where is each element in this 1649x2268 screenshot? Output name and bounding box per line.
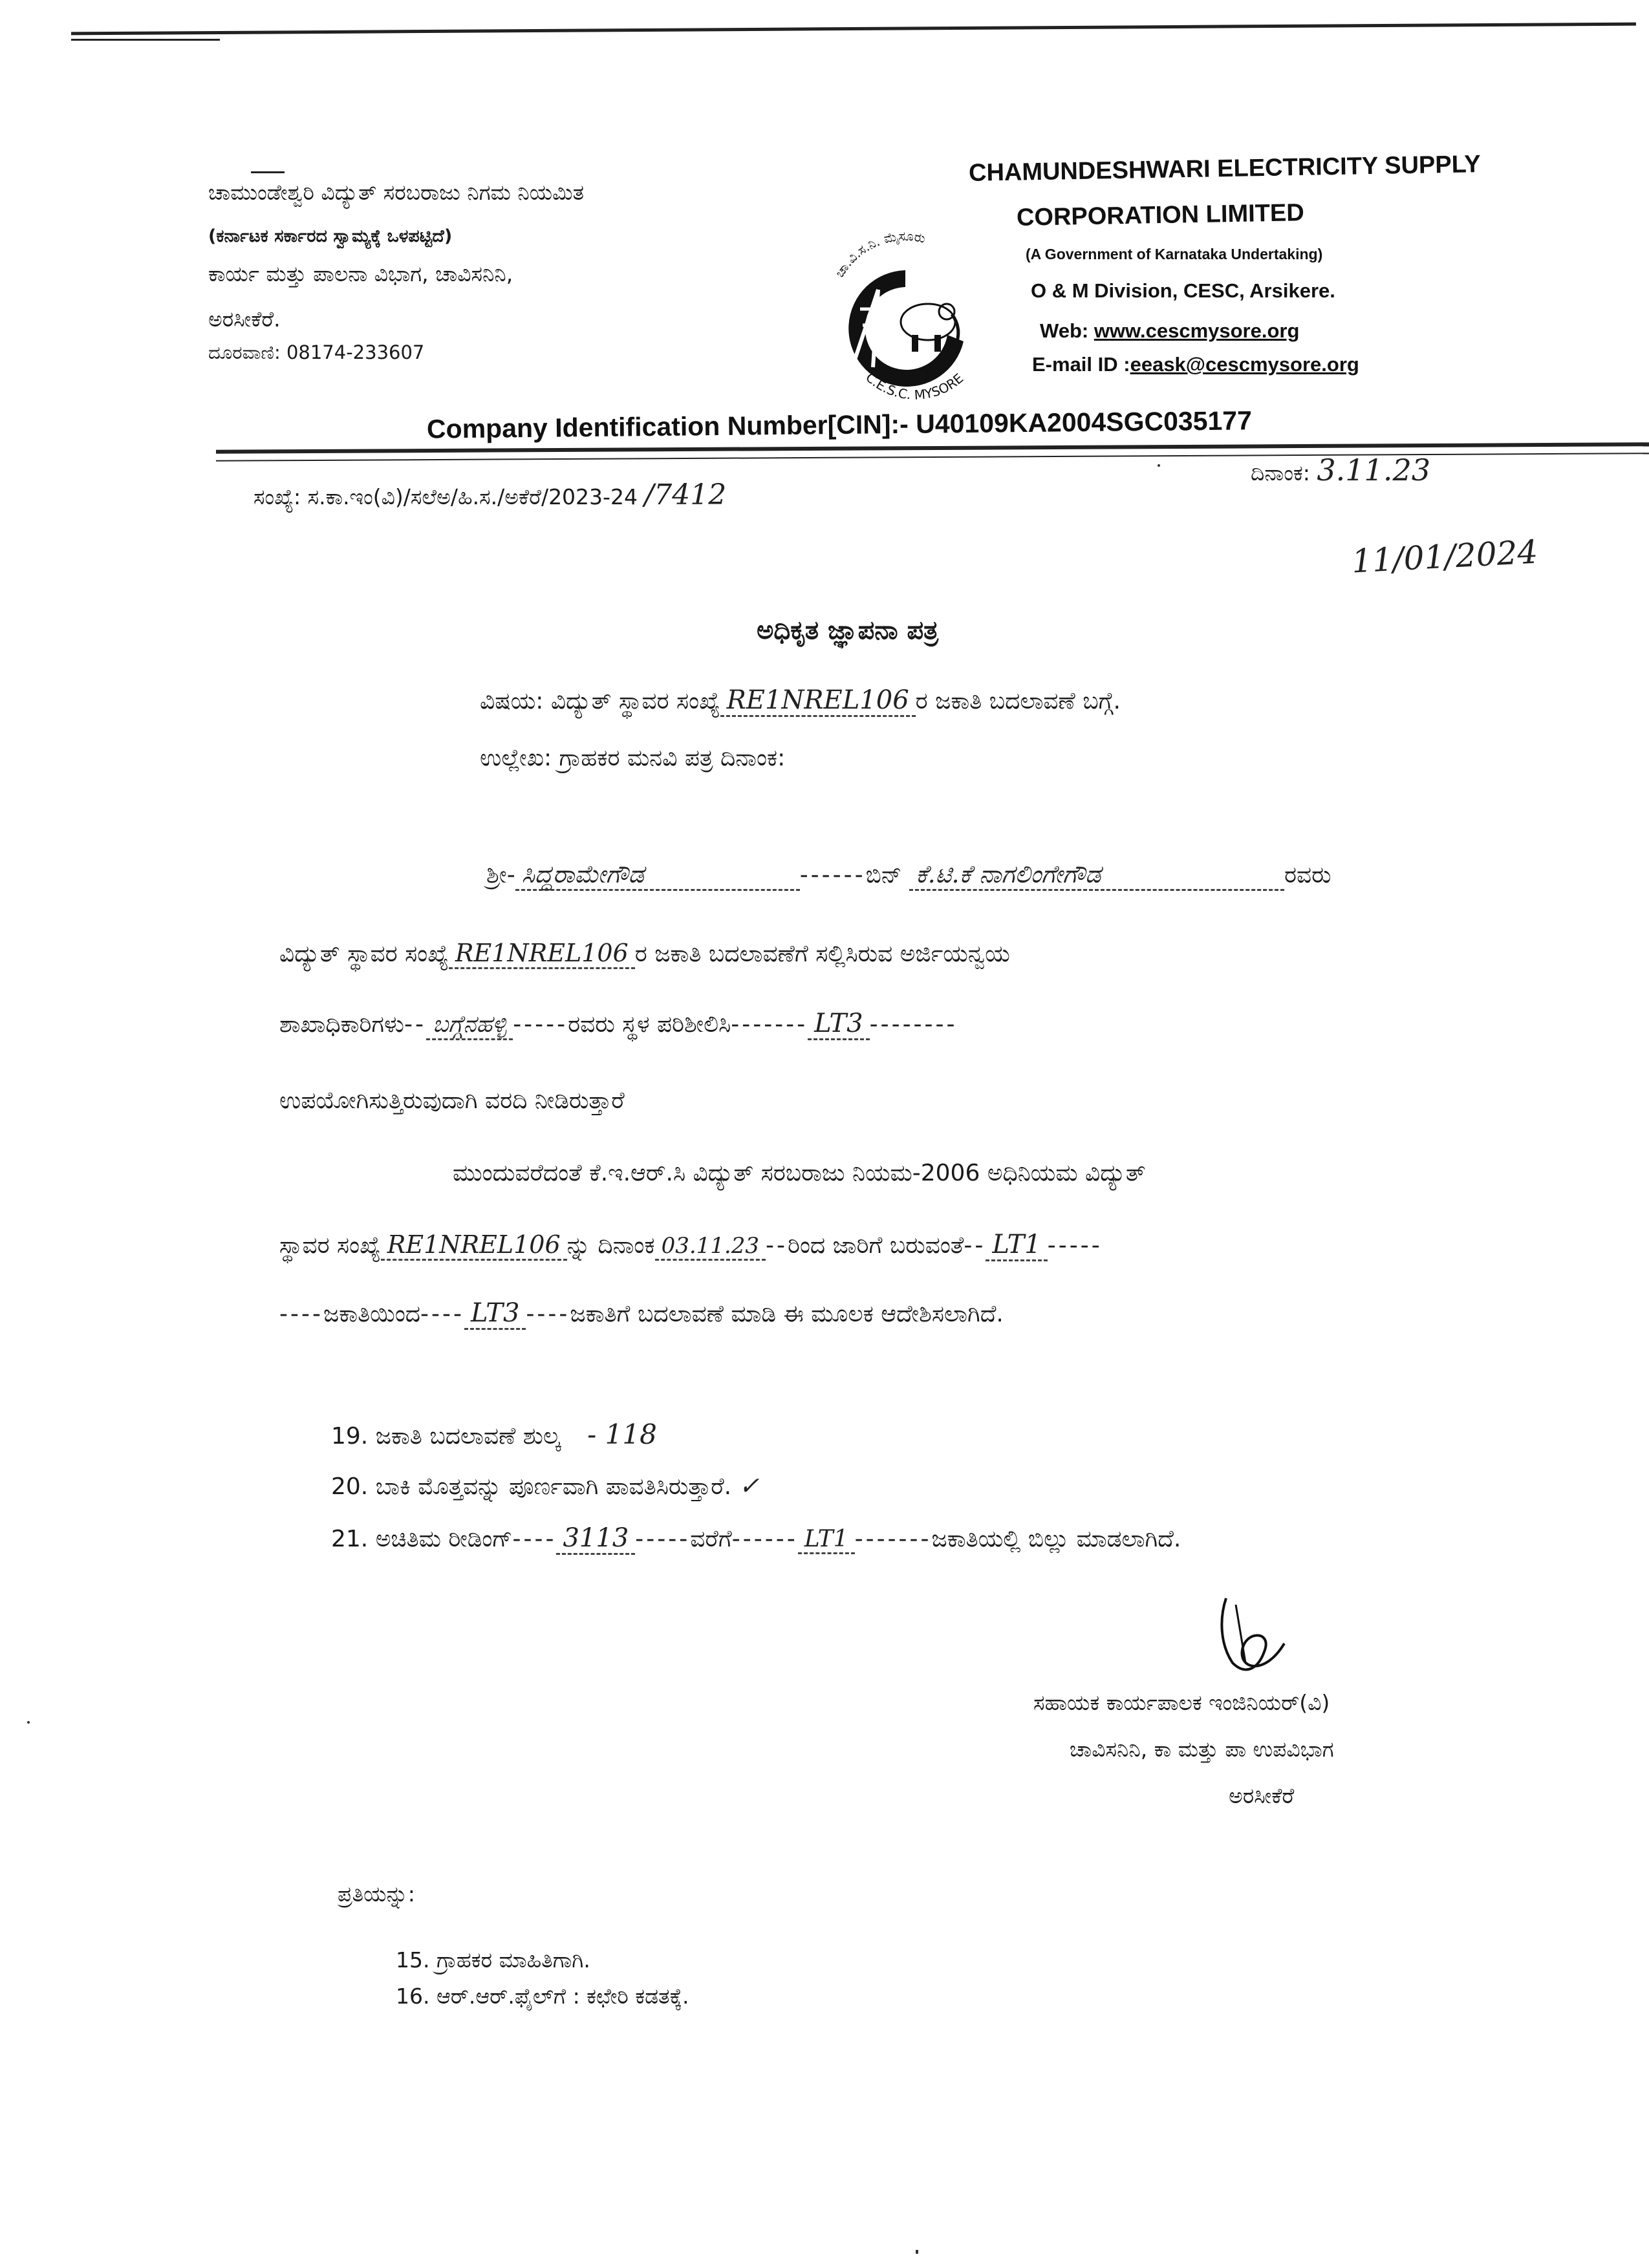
- header-en-division: O & M Division, CESC, Arsikere.: [1031, 279, 1335, 302]
- top-scan-line: [71, 23, 1636, 36]
- header-web: [1040, 319, 1299, 343]
- header-kn-phone: ದೂರವಾಣಿ: 08174-233607: [208, 341, 425, 363]
- line3-hand2: LT3: [808, 1009, 869, 1040]
- body-line-1: ಶ್ರೀ- ಸಿದ್ದರಾಮೇಗೌಡ ------ಬಿನ್ ಕೆ.ಟಿ.ಕೆ ನಾಗಲಿಂಗೇಗೌಡ ರವರು: [486, 860, 1331, 891]
- memo-title: ಅಧಿಕೃತ ಜ್ಞಾಪನಾ ಪತ್ರ: [757, 615, 939, 645]
- item-21b: ವರೆಗೆ: [690, 1526, 732, 1552]
- item-21: 21. ಅಚಿತಿಮ ರೀಡಿಂಗ್---- 3113 -----ವರೆಗೆ------ LT1 -------ಜಕಾತಿಯಲ್ಲಿ ಬಿಲ್ಲು ಮಾಡಲಾಗಿದೆ.: [331, 1523, 1181, 1555]
- item-21-hand: 3113: [556, 1523, 635, 1555]
- item-19-label: 19. ಜಕಾತಿ ಬದಲಾವಣೆ ಶುಲ್ಕ: [331, 1423, 561, 1450]
- header-kn-org: ಚಾಮುಂಡೇಶ್ವರಿ ವಿದ್ಯುತ್ ಸರಬರಾಜು ನಿಗಮ ನಿಯಮಿತ: [208, 180, 585, 205]
- top-scan-line-2: [71, 39, 220, 41]
- para2-2hand3: LT1: [986, 1230, 1047, 1261]
- item-20: [331, 1471, 759, 1501]
- header-kn-division: ಕಾರ್ಯ ಮತ್ತು ಪಾಲನಾ ವಿಭಾಗ, ಚಾವಿಸನಿನಿ,: [208, 261, 513, 286]
- scan-speck-3: [916, 2250, 918, 2254]
- shri-label: ಶ್ರೀ: [486, 862, 507, 888]
- header-en-gov: (A Government of Karnataka Undertaking): [1026, 246, 1323, 262]
- line2-b: ರ ಜಕಾತಿ ಬದಲಾವಣೆಗೆ ಸಲ್ಲಿಸಿರುವ ಅರ್ಜಿಯನ್ವಯ: [634, 941, 1010, 967]
- header-kn-city: ಅರಸೀಕೆರೆ.: [208, 306, 281, 332]
- header-short-rule: [251, 171, 285, 173]
- ref-date-hand: 3.11.23: [1317, 453, 1430, 487]
- header-en-title-1: CHAMUNDESHWARI ELECTRICITY SUPPLY: [968, 151, 1482, 187]
- body-line-4: ಉಪಯೋಗಿಸುತ್ತಿರುವುದಾಗಿ ವರದಿ ನೀಡಿರುತ್ತಾರೆ: [279, 1087, 625, 1114]
- item-19: [331, 1418, 657, 1450]
- copy-16: 16. ಆರ್.ಆರ್.ಫೈಲ್‌ಗೆ : ಕಛೇರಿ ಕಡತಕ್ಕೆ.: [396, 1984, 689, 2009]
- line2-hand: RE1NREL106: [449, 939, 635, 969]
- line3-b: ರವರು ಸ್ಥಳ ಪರಿಶೀಲಿಸಿ: [568, 1011, 731, 1038]
- body-line-3: ಶಾಖಾಧಿಕಾರಿಗಳು-- ಬಗ್ಗೆನಹಳ್ಳಿ -----ರವರು ಸ್ಥಳ ಪರಿಶೀಲಿಸಿ------- LT3 --------: [279, 1009, 958, 1040]
- para2-2b: ನ್ನು ದಿನಾಂಕ: [566, 1232, 655, 1259]
- item-21a: 21. ಅಚಿತಿಮ ರೀಡಿಂಗ್: [331, 1526, 513, 1552]
- web-label: Web:: [1040, 319, 1094, 342]
- copy-15: 15. ಗ್ರಾಹಕರ ಮಾಹಿತಿಗಾಗಿ.: [396, 1947, 590, 1973]
- subject-hand: RE1NREL106: [720, 685, 916, 717]
- signatory-city: ಅರಸೀಕೆರೆ: [1229, 1783, 1295, 1808]
- copies-label: ಪ್ರತಿಯನ್ನು:: [338, 1881, 415, 1907]
- email-label: E-mail ID :: [1032, 353, 1130, 376]
- para2-2c: ರಿಂದ ಜಾರಿಗೆ ಬರುವಂತೆ: [787, 1232, 964, 1259]
- signatory-office: ಚಾವಿಸನಿನಿ, ಕಾ ಮತ್ತು ಪಾ ಉಪವಿಭಾಗ: [1070, 1737, 1334, 1762]
- para2-3a: ಜಕಾತಿಯಿಂದ: [323, 1301, 421, 1327]
- bin-label: ಬಿನ್: [865, 862, 902, 888]
- ref-number: [253, 478, 726, 511]
- item-19-hand: - 118: [587, 1418, 657, 1450]
- header-en-title-2: CORPORATION LIMITED: [1016, 199, 1305, 231]
- shri-name-hand: ಸಿದ್ದರಾಮೇಗೌಡ: [515, 860, 800, 891]
- para2-2hand2: 03.11.23: [655, 1233, 766, 1261]
- para2-3b: ಜಕಾತಿಗೆ ಬದಲಾವಣೆ ಮಾಡಿ ಈ ಮೂಲಕ ಆದೇಶಿಸಲಾಗಿದೆ.: [570, 1301, 1004, 1327]
- line2-a: ವಿದ್ಯುತ್ ಸ್ಥಾವರ ಸಂಖ್ಯೆ: [279, 941, 449, 967]
- cesc-logo: [808, 231, 1002, 400]
- ref-date: [1251, 453, 1430, 487]
- item-21-hand2: LT1: [798, 1526, 855, 1554]
- reference-line: ಉಲ್ಲೇಖ: ಗ್ರಾಹಕರ ಮನವಿ ಪತ್ರ ದಿನಾಂಕ:: [480, 745, 786, 771]
- header-kn-gov: (ಕರ್ನಾಟಕ ಸರ್ಕಾರದ ಸ್ವಾಮ್ಯಕ್ಕೆ ಒಳಪಟ್ಟಿದೆ): [208, 226, 453, 246]
- signatory-title: ಸಹಾಯಕ ಕಾರ್ಯಪಾಲಕ ಇಂಜಿನಿಯರ್(ವಿ): [1033, 1690, 1330, 1715]
- subject-prefix: ವಿಷಯ: ವಿದ್ಯುತ್ ಸ್ಥಾವರ ಸಂಖ್ಯೆ: [480, 688, 720, 714]
- logo-ring-top-text: ಚಾ.ವಿ.ಸ.ನಿ. ಮೈಸೂರು: [831, 231, 927, 280]
- para2-line-3: ----ಜಕಾತಿಯಿಂದ---- LT3 ----ಜಕಾತಿಗೆ ಬದಲಾವಣೆ ಮಾಡಿ ಈ ಮೂಲಕ ಆದೇಶಿಸಲಾಗಿದೆ.: [279, 1298, 1004, 1330]
- para2-2a: ಸ್ಥಾವರ ಸಂಖ್ಯೆ: [279, 1232, 381, 1259]
- scan-speck: [1158, 464, 1160, 467]
- cin-line: Company Identification Number[CIN]:- U40109KA2004SGC035177: [426, 405, 1253, 444]
- para2-line-1: ಮುಂದುವರೆದಂತೆ ಕೆ.ಇ.ಆರ್.ಸಿ ವಿದ್ಯುತ್ ಸರಬರಾಜು ನಿಯಮ-2006 ಅಧಿನಿಯಮ ವಿದ್ಯುತ್: [453, 1160, 1146, 1186]
- header-email: [1032, 353, 1359, 376]
- email-link[interactable]: eeask@cescmysore.org: [1130, 353, 1359, 376]
- svg-text:ಚಾ.ವಿ.ಸ.ನಿ. ಮೈಸೂರು: [832, 231, 927, 280]
- ref-date-label: ದಿನಾಂಕ:: [1251, 460, 1310, 486]
- item-21c: ಜಕಾತಿಯಲ್ಲಿ ಬಿಲ್ಲು ಮಾಡಲಾಗಿದೆ.: [931, 1526, 1181, 1552]
- line3-a: ಶಾಖಾಧಿಕಾರಿಗಳು: [279, 1011, 404, 1038]
- ref-number-hand: /7412: [644, 478, 727, 511]
- signature-mark: [1207, 1592, 1291, 1689]
- item-20-label: 20. ಬಾಕಿ ಮೊತ್ತವನ್ನು ಪೂರ್ಣವಾಗಿ ಪಾವತಿಸಿರುತ್ತಾರೆ.: [331, 1473, 732, 1500]
- web-link[interactable]: www.cescmysore.org: [1094, 319, 1300, 342]
- body-line-2: [279, 939, 1010, 969]
- subject-suffix: ರ ಜಕಾತಿ ಬದಲಾವಣೆ ಬಗ್ಗೆ.: [915, 688, 1121, 714]
- ravaru-label: ರವರು: [1284, 862, 1331, 888]
- header-divider-thin: [216, 453, 1649, 462]
- line3-hand: ಬಗ್ಗೆನಹಳ್ಳಿ: [426, 1011, 513, 1040]
- para2-line-2: ಸ್ಥಾವರ ಸಂಖ್ಯೆ RE1NREL106 ನ್ನು ದಿನಾಂಕ 03.11.23 --ರಿಂದ ಜಾರಿಗೆ ಬರುವಂತೆ-- LT1 -----: [279, 1230, 1103, 1261]
- scan-speck-2: [27, 1721, 30, 1724]
- ref-date-hand-2: 11/01/2024: [1350, 533, 1539, 581]
- subject-line: [480, 685, 1121, 717]
- logo-ring-bottom-text: C.E.S.C. MYSORE: [863, 369, 967, 400]
- ref-number-label: ಸಂಖ್ಯೆ: ಸ.ಕಾ.ಇಂ(ವಿ)/ಸಲೆಅ/ಹಿ.ಸ./ಅಕೆರೆ/2023-24: [253, 484, 638, 509]
- para2-2hand: RE1NREL106: [381, 1230, 567, 1261]
- bin-name-hand: ಕೆ.ಟಿ.ಕೆ ನಾಗಲಿಂಗೇಗೌಡ: [909, 860, 1284, 891]
- item-20-tick: ✓: [738, 1471, 760, 1500]
- para2-3hand: LT3: [464, 1298, 526, 1330]
